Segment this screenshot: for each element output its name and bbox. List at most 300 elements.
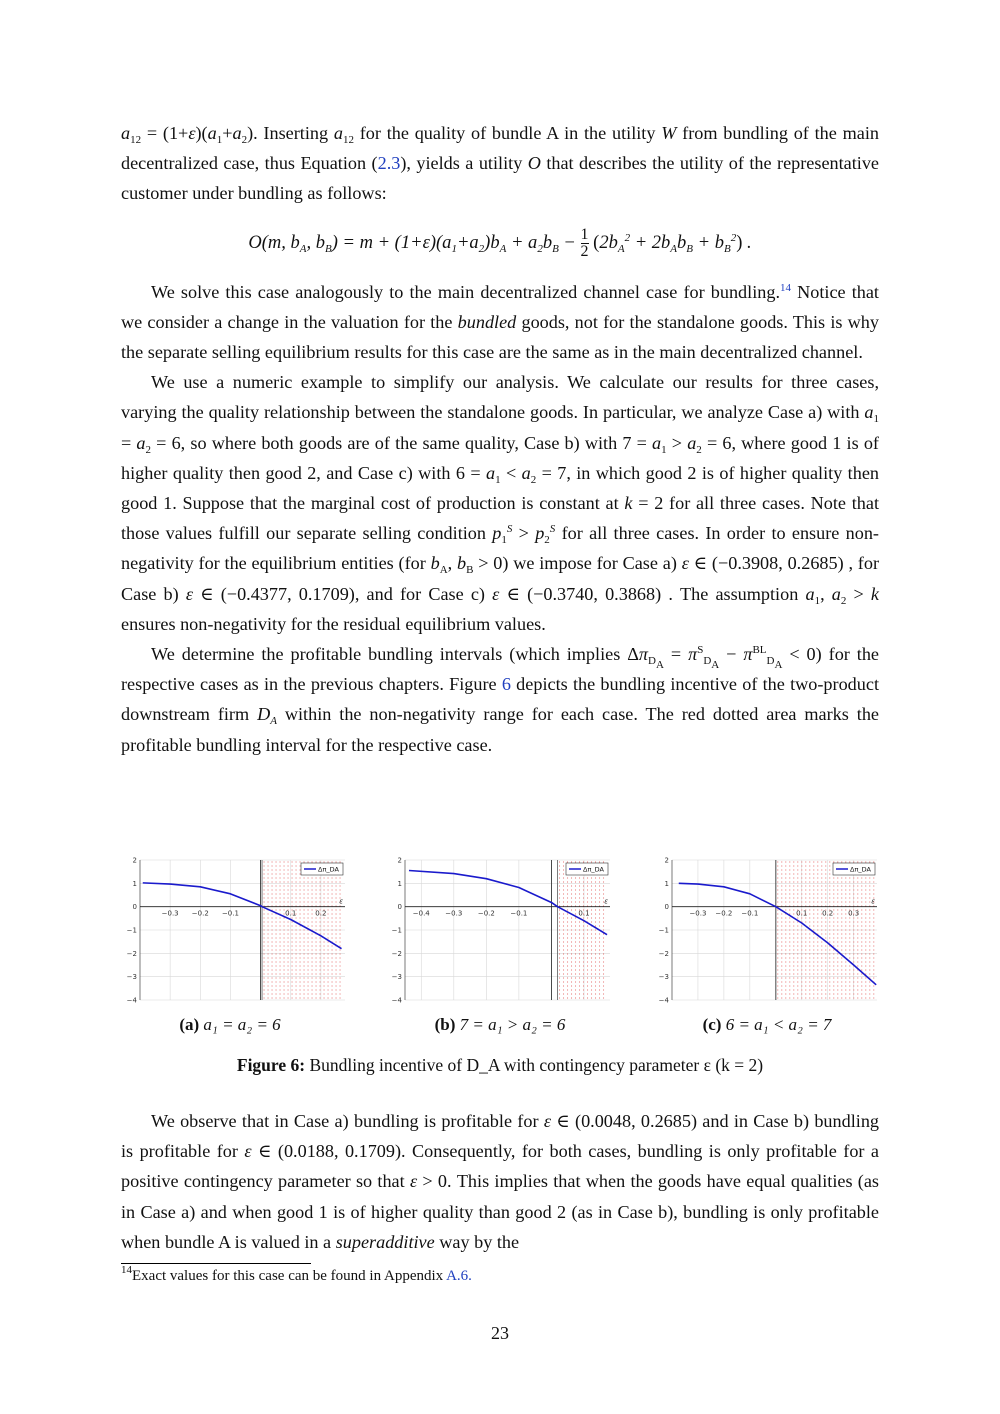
interval-dot [785, 925, 786, 926]
x-tick-label: −0.3 [161, 909, 179, 918]
interval-dot [559, 873, 560, 874]
x-tick-label: −0.4 [412, 909, 430, 918]
interval-dot [319, 961, 320, 962]
interval-dot [319, 973, 320, 974]
interval-dot [263, 981, 264, 982]
interval-dot [283, 869, 284, 870]
interval-dot [335, 909, 336, 910]
interval-dot [271, 981, 272, 982]
interval-dot [579, 965, 580, 966]
interval-dot [841, 885, 842, 886]
interval-dot [603, 981, 604, 982]
interval-dot [817, 909, 818, 910]
interval-dot [595, 941, 596, 942]
interval-dot [591, 861, 592, 862]
interval-dot [567, 937, 568, 938]
interval-dot [583, 925, 584, 926]
interval-dot [563, 861, 564, 862]
interval-dot [559, 913, 560, 914]
interval-dot [793, 949, 794, 950]
interval-dot [833, 861, 834, 862]
interval-dot [559, 937, 560, 938]
interval-dot [785, 885, 786, 886]
interval-dot [801, 985, 802, 986]
interval-dot [777, 969, 778, 970]
interval-dot [299, 945, 300, 946]
legend [833, 863, 875, 875]
subcaption-a: (a) a₁ = a₂ = 6 [179, 1015, 281, 1034]
interval-dot [789, 993, 790, 994]
interval-dot [583, 941, 584, 942]
y-tick-label: 0 [132, 903, 137, 912]
interval-dot [785, 973, 786, 974]
interval-dot [591, 985, 592, 986]
interval-dot [299, 881, 300, 882]
interval-dot [861, 885, 862, 886]
interval-dot [603, 913, 604, 914]
interval-dot [813, 869, 814, 870]
interval-dot [809, 965, 810, 966]
paragraph-4: We observe that in Case a) bundling is profitable for ε ∈ (0.0048, 0.2685) and in Case b) bundling is profitable for ε ∈ (0.0188, 0.1709). Consequently, for both cases, bundling is only profitable for a positive contingency parameter so that ε > 0. This implies that when the goods have equal qualities (as in Case a) and when good 1 is of higher quality than good 2 (as in Case b), bundling is only profitable when bundle A is valued in a superadditive way by the [121, 1111, 880, 1252]
interval-dot [291, 969, 292, 970]
interval-dot [279, 873, 280, 874]
interval-dot [567, 997, 568, 998]
interval-dot [311, 933, 312, 934]
interval-dot [595, 909, 596, 910]
x-tick-label: −0.2 [191, 909, 209, 918]
x-tick-label: −0.1 [221, 909, 239, 918]
figure-6 [100, 855, 900, 1115]
interval-dot [603, 953, 604, 954]
interval-dot [853, 973, 854, 974]
interval-dot [865, 957, 866, 958]
interval-dot [821, 889, 822, 890]
interval-dot [315, 925, 316, 926]
interval-dot [599, 977, 600, 978]
interval-dot [809, 985, 810, 986]
interval-dot [857, 965, 858, 966]
interval-dot [801, 893, 802, 894]
interval-dot [311, 965, 312, 966]
interval-dot [331, 981, 332, 982]
interval-dot [777, 937, 778, 938]
interval-dot [849, 929, 850, 930]
interval-dot [335, 969, 336, 970]
interval-dot [829, 941, 830, 942]
interval-dot [335, 901, 336, 902]
interval-dot [339, 889, 340, 890]
interval-dot [323, 941, 324, 942]
interval-dot [291, 901, 292, 902]
interval-dot [801, 925, 802, 926]
interval-dot [567, 901, 568, 902]
interval-dot [777, 865, 778, 866]
interval-dot [789, 881, 790, 882]
interval-dot [805, 961, 806, 962]
interval-dot [785, 865, 786, 866]
interval-dot [279, 909, 280, 910]
interval-dot [841, 897, 842, 898]
interval-dot [809, 881, 810, 882]
interval-dot [869, 993, 870, 994]
interval-dot [805, 981, 806, 982]
interval-dot [813, 889, 814, 890]
interval-dot [599, 997, 600, 998]
interval-dot [275, 973, 276, 974]
interval-dot [571, 945, 572, 946]
interval-dot [263, 961, 264, 962]
interval-dot [335, 933, 336, 934]
footnote-ref[interactable]: 14 [780, 281, 791, 294]
interval-dot [849, 861, 850, 862]
interval-dot [571, 909, 572, 910]
interval-dot [817, 969, 818, 970]
interval-dot [331, 973, 332, 974]
interval-dot [279, 997, 280, 998]
interval-dot [797, 897, 798, 898]
interval-dot [283, 897, 284, 898]
interval-dot [579, 953, 580, 954]
interval-dot [857, 937, 858, 938]
interval-dot [323, 997, 324, 998]
y-tick-label: −4 [658, 996, 669, 1005]
interval-dot [801, 949, 802, 950]
interval-dot [327, 909, 328, 910]
interval-dot [319, 861, 320, 862]
interval-dot [307, 877, 308, 878]
interval-dot [279, 917, 280, 918]
interval-dot [837, 885, 838, 886]
interval-dot [849, 957, 850, 958]
interval-dot [857, 941, 858, 942]
interval-dot [841, 937, 842, 938]
interval-dot [813, 873, 814, 874]
interval-dot [829, 961, 830, 962]
interval-dot [853, 989, 854, 990]
interval-dot [813, 901, 814, 902]
interval-dot [275, 977, 276, 978]
interval-dot [809, 893, 810, 894]
interval-dot [853, 993, 854, 994]
interval-dot [603, 877, 604, 878]
interval-dot [777, 933, 778, 934]
interval-dot [873, 989, 874, 990]
interval-dot [603, 985, 604, 986]
interval-dot [567, 877, 568, 878]
interval-dot [785, 957, 786, 958]
interval-dot [869, 969, 870, 970]
interval-dot [299, 897, 300, 898]
figure-caption: Figure 6: Bundling incentive of D_A with contingency parameter ε (k = 2) [236, 1055, 764, 1075]
interval-dot [563, 925, 564, 926]
interval-dot [591, 977, 592, 978]
interval-dot [303, 909, 304, 910]
interval-dot [331, 957, 332, 958]
interval-dot [587, 953, 588, 954]
interval-dot [789, 889, 790, 890]
interval-dot [263, 977, 264, 978]
interval-dot [319, 989, 320, 990]
interval-dot [311, 921, 312, 922]
interval-dot [303, 981, 304, 982]
interval-dot [781, 989, 782, 990]
interval-dot [263, 989, 264, 990]
y-tick-label: 2 [132, 856, 137, 865]
interval-dot [821, 965, 822, 966]
interval-dot [793, 921, 794, 922]
interval-dot [873, 925, 874, 926]
interval-dot [841, 981, 842, 982]
interval-dot [817, 865, 818, 866]
interval-dot [797, 929, 798, 930]
interval-dot [559, 981, 560, 982]
interval-dot [777, 921, 778, 922]
interval-dot [587, 889, 588, 890]
interval-dot [789, 973, 790, 974]
interval-dot [559, 877, 560, 878]
interval-dot [571, 929, 572, 930]
interval-dot [279, 869, 280, 870]
interval-dot [567, 917, 568, 918]
interval-dot [267, 865, 268, 866]
interval-dot [789, 933, 790, 934]
subcaption-b: (b) 7 = a₁ > a₂ = 6 [434, 1015, 566, 1034]
interval-dot [267, 897, 268, 898]
interval-dot [865, 917, 866, 918]
equation-link[interactable]: 2.3 [377, 153, 401, 174]
interval-dot [873, 881, 874, 882]
interval-dot [579, 997, 580, 998]
interval-dot [291, 933, 292, 934]
interval-dot [283, 953, 284, 954]
interval-dot [801, 865, 802, 866]
interval-dot [603, 941, 604, 942]
interval-dot [563, 945, 564, 946]
interval-dot [571, 985, 572, 986]
interval-dot [271, 985, 272, 986]
interval-dot [315, 937, 316, 938]
interval-dot [591, 937, 592, 938]
interval-dot [271, 965, 272, 966]
interval-dot [323, 985, 324, 986]
interval-dot [781, 881, 782, 882]
interval-dot [825, 961, 826, 962]
interval-dot [563, 981, 564, 982]
figure-link[interactable]: 6 [501, 674, 511, 695]
interval-dot [303, 969, 304, 970]
interval-dot [311, 961, 312, 962]
paragraph-2: We use a numeric example to simplify our analysis. We calculate our results for three cases, varying the quality relationship between the standalone goods. In particular, we analyze Case a) with $a_1 = a_2 = 6$, so where both goods are of the same quality, Case b) with $7 = a_1 > a_2 = 6$, where good 1 is of higher quality then good 2, and Case c) with $6 = a_1 < a_2 = 7$, in which good 2 is of higher quality then good 1. Suppose that the marginal cost of production is constant at k = 2 for all three cases. Note that those values fulfill our separate selling condition $p_1^S > p_2^S$ for all three cases. In order to ensure non-negativity for the equilibrium entities (for $b_A$, $b_B > 0$) we impose for Case a) ε ∈ (−0.3908, 0.2685) , for Case b) ε ∈ (−0.4377, 0.1709), and for Case c) ε ∈ (−0.3740, 0.3868) . The assumption $a_1$, $a_2 > k$ ensures non-negativity for the residual equilibrium values. [121, 372, 880, 634]
interval-dot [583, 949, 584, 950]
y-tick-label: −2 [126, 949, 137, 958]
interval-dot [853, 861, 854, 862]
interval-dot [845, 913, 846, 914]
interval-dot [315, 997, 316, 998]
interval-dot [801, 869, 802, 870]
interval-dot [825, 989, 826, 990]
interval-dot [263, 869, 264, 870]
interval-dot [817, 993, 818, 994]
interval-dot [327, 921, 328, 922]
interval-dot [311, 913, 312, 914]
legend-label: Δπ_DA [850, 865, 871, 874]
interval-dot [283, 997, 284, 998]
interval-dot [287, 881, 288, 882]
interval-dot [283, 885, 284, 886]
interval-dot [801, 973, 802, 974]
interval-dot [813, 865, 814, 866]
interval-dot [267, 889, 268, 890]
interval-dot [319, 969, 320, 970]
interval-dot [323, 969, 324, 970]
interval-dot [603, 909, 604, 910]
interval-dot [575, 881, 576, 882]
interval-dot [271, 921, 272, 922]
interval-dot [299, 937, 300, 938]
interval-dot [817, 861, 818, 862]
interval-dot [263, 909, 264, 910]
interval-dot [781, 961, 782, 962]
interval-dot [849, 881, 850, 882]
interval-dot [785, 981, 786, 982]
interval-dot [865, 913, 866, 914]
y-tick-label: −1 [391, 926, 402, 935]
interval-dot [797, 901, 798, 902]
appendix-link[interactable]: A.6. [446, 1268, 472, 1284]
interval-dot [339, 909, 340, 910]
interval-dot [567, 893, 568, 894]
interval-dot [299, 885, 300, 886]
interval-dot [327, 897, 328, 898]
interval-dot [327, 861, 328, 862]
interval-dot [793, 953, 794, 954]
interval-dot [287, 877, 288, 878]
interval-dot [571, 957, 572, 958]
interval-dot [267, 969, 268, 970]
interval-dot [591, 981, 592, 982]
interval-dot [785, 873, 786, 874]
interval-dot [873, 861, 874, 862]
interval-dot [263, 933, 264, 934]
interval-dot [793, 913, 794, 914]
interval-dot [603, 949, 604, 950]
interval-dot [559, 993, 560, 994]
interval-dot [789, 989, 790, 990]
interval-dot [591, 877, 592, 878]
interval-dot [559, 869, 560, 870]
interval-dot [559, 977, 560, 978]
x-axis-label: ε [871, 897, 875, 906]
interval-dot [861, 861, 862, 862]
interval-dot [307, 897, 308, 898]
interval-dot [287, 937, 288, 938]
interval-dot [801, 953, 802, 954]
interval-dot [279, 885, 280, 886]
interval-dot [789, 873, 790, 874]
interval-dot [323, 889, 324, 890]
y-tick-label: −4 [126, 996, 137, 1005]
y-tick-label: −2 [391, 949, 402, 958]
main-text [121, 118, 879, 760]
interval-dot [323, 893, 324, 894]
interval-dot [777, 925, 778, 926]
interval-dot [813, 961, 814, 962]
interval-dot [821, 885, 822, 886]
interval-dot [801, 861, 802, 862]
interval-dot [559, 945, 560, 946]
interval-dot [841, 933, 842, 934]
interval-dot [339, 937, 340, 938]
interval-dot [869, 921, 870, 922]
interval-dot [821, 945, 822, 946]
interval-dot [591, 881, 592, 882]
interval-dot [323, 993, 324, 994]
interval-dot [579, 861, 580, 862]
interval-dot [307, 993, 308, 994]
interval-dot [789, 925, 790, 926]
interval-dot [315, 973, 316, 974]
interval-dot [603, 973, 604, 974]
interval-dot [821, 921, 822, 922]
interval-dot [797, 869, 798, 870]
interval-dot [303, 929, 304, 930]
interval-dot [579, 877, 580, 878]
interval-dot [777, 985, 778, 986]
interval-dot [809, 861, 810, 862]
interval-dot [315, 945, 316, 946]
interval-dot [853, 893, 854, 894]
interval-dot [865, 937, 866, 938]
interval-dot [603, 929, 604, 930]
interval-dot [845, 941, 846, 942]
interval-dot [283, 989, 284, 990]
interval-dot [833, 897, 834, 898]
interval-dot [287, 953, 288, 954]
interval-dot [339, 881, 340, 882]
interval-dot [575, 889, 576, 890]
interval-dot [335, 993, 336, 994]
interval-dot [797, 989, 798, 990]
interval-dot [315, 993, 316, 994]
y-tick-label: −3 [391, 973, 402, 982]
interval-dot [587, 933, 588, 934]
interval-dot [275, 933, 276, 934]
interval-dot [797, 985, 798, 986]
interval-dot [789, 981, 790, 982]
interval-dot [303, 977, 304, 978]
interval-dot [865, 901, 866, 902]
interval-dot [801, 993, 802, 994]
interval-dot [311, 881, 312, 882]
interval-dot [591, 973, 592, 974]
interval-dot [307, 949, 308, 950]
interval-dot [789, 869, 790, 870]
interval-dot [567, 929, 568, 930]
interval-dot [583, 957, 584, 958]
interval-dot [279, 965, 280, 966]
interval-dot [303, 953, 304, 954]
interval-dot [263, 917, 264, 918]
interval-dot [587, 929, 588, 930]
interval-dot [279, 877, 280, 878]
interval-dot [303, 861, 304, 862]
interval-dot [777, 973, 778, 974]
interval-dot [841, 877, 842, 878]
interval-dot [821, 901, 822, 902]
interval-dot [865, 977, 866, 978]
interval-dot [591, 993, 592, 994]
interval-dot [587, 893, 588, 894]
